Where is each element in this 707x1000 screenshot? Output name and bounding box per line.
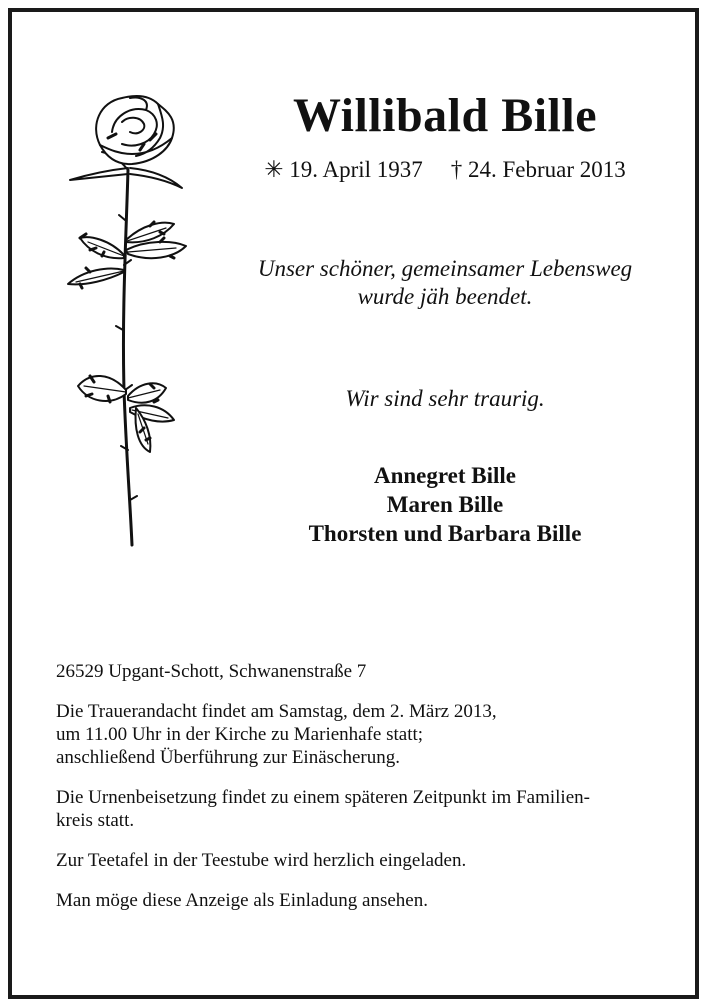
urn-burial-info [56,786,666,832]
quote-line-2: wurde jäh beendet. [357,284,533,309]
death-date: † 24. Februar 2013 [450,157,626,182]
mourners-list [230,461,660,548]
invitation-note: Man möge diese Anzeige als Einladung ansehen. [56,890,428,911]
quote-line-1: Unser schöner, gemeinsamer Lebensweg [257,256,633,281]
service-line-3: anschließend Überführung zur Einäscherung. [56,747,400,768]
life-dates [230,157,660,183]
tea-invitation: Zur Teetafel in der Teestube wird herzlich eingeladen. [56,850,467,871]
mourner: Maren Bille [386,492,504,517]
address: 26529 Upgant-Schott, Schwanenstraße 7 [56,661,367,682]
service-line-1: Die Trauerandacht findet am Samstag, dem 2. März 2013, [56,701,497,722]
rose-icon [50,90,210,550]
urn-line-2: kreis statt. [56,810,135,831]
service-info [56,700,666,769]
deceased-name: Willibald Bille [292,89,598,142]
sadness-line: Wir sind sehr traurig. [345,386,545,411]
urn-line-1: Die Urnenbeisetzung findet zu einem späteren Zeitpunkt im Familien- [56,787,590,808]
notice-details [56,660,666,929]
service-line-2: um 11.00 Uhr in der Kirche zu Marienhafe statt; [56,724,424,745]
mourner: Thorsten und Barbara Bille [308,521,582,546]
memorial-quote [220,255,670,311]
mourner: Annegret Bille [373,463,517,488]
birth-date: ✳ 19. April 1937 [264,157,423,182]
